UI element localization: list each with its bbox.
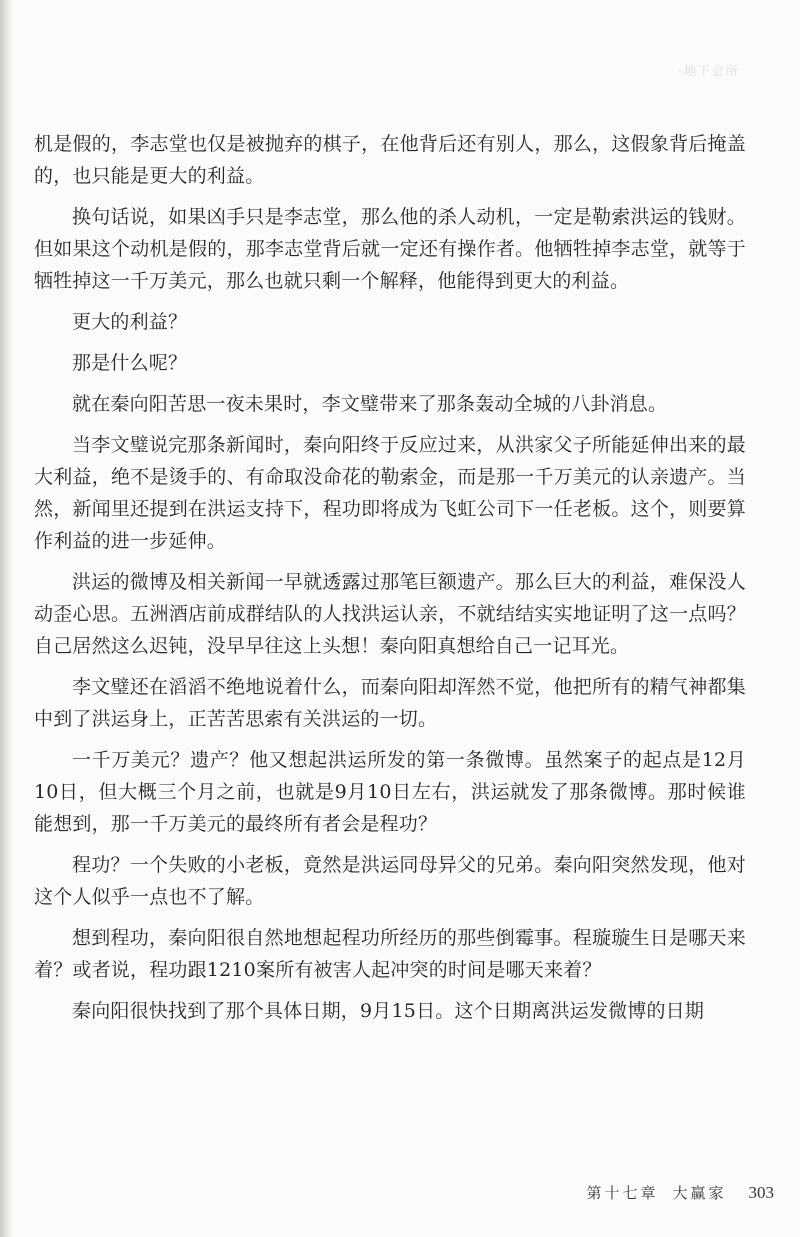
body-text (34, 128, 746, 1036)
paragraph: 李文璧还在滔滔不绝地说着什么，而秦向阳却浑然不觉，他把所有的精气神都集中到了洪运身上，正苦苦思索有关洪运的一切。 (34, 676, 746, 730)
paragraph: 程功？一个失败的小老板，竟然是洪运同母异父的兄弟。秦向阳突然发现，他对这个人似乎一点也不了解。 (34, 854, 746, 908)
paragraph: 想到程功，秦向阳很自然地想起程功所经历的那些倒霉事。程璇璇生日是哪天来着？或者说，程功跟1210案所有被害人起冲突的时间是哪天来着？ (34, 927, 746, 981)
paragraph: 换句话说，如果凶手只是李志堂，那么他的杀人动机，一定是勒索洪运的钱财。但如果这个动机是假的，那李志堂背后就一定还有操作者。他牺牲掉李志堂，就等于牺牲掉这一千万美元，那么也就只剩一个解释，他能得到更大的利益。 (34, 206, 746, 292)
paragraph: 机是假的，李志堂也仅是被抛弃的棋子，在他背后还有别人，那么，这假象背后掩盖的，也只能是更大的利益。 (34, 133, 746, 187)
page-number: 303 (748, 1183, 774, 1202)
footer-chapter: 第十七章 (586, 1184, 659, 1202)
paragraph: 一千万美元？遗产？他又想起洪运所发的第一条微博。虽然案子的起点是12月10日，但大概三个月之前，也就是9月10日左右，洪运就发了那条微博。那时候谁能想到，那一千万美元的最终所有者会是程功？ (34, 749, 746, 835)
paragraph: 那是什么呢？ (72, 352, 188, 374)
paragraph: 秦向阳很快找到了那个具体日期，9月15日。这个日期离洪运发微博的日期 (72, 1000, 705, 1022)
paragraph: 洪运的微博及相关新闻一早就透露过那笔巨额遗产。那么巨大的利益，难保没人动歪心思。五洲酒店前成群结队的人找洪运认亲，不就结结实实地证明了这一点吗？自己居然这么迟钝，没早早往这上头想！秦向阳真想给自己一记耳光。 (34, 571, 746, 657)
binding-gutter-shadow (0, 0, 14, 1237)
footer-chapter-title: 大赢家 (672, 1184, 727, 1202)
paragraph: 更大的利益？ (72, 311, 188, 333)
paragraph: 当李文璧说完那条新闻时，秦向阳终于反应过来，从洪家父子所能延伸出来的最大利益，绝不是烫手的、有命取没命花的勒索金，而是那一千万美元的认亲遗产。当然，新闻里还提到在洪运支持下，程功即将成为飞虹公司下一任老板。这个，则要算作利益的进一步延伸。 (34, 434, 746, 552)
page-footer (586, 1182, 774, 1203)
paragraph: 就在秦向阳苦思一夜未果时，李文璧带来了那条轰动全城的八卦消息。 (72, 393, 668, 415)
running-head: ·地下会所 (678, 64, 740, 78)
